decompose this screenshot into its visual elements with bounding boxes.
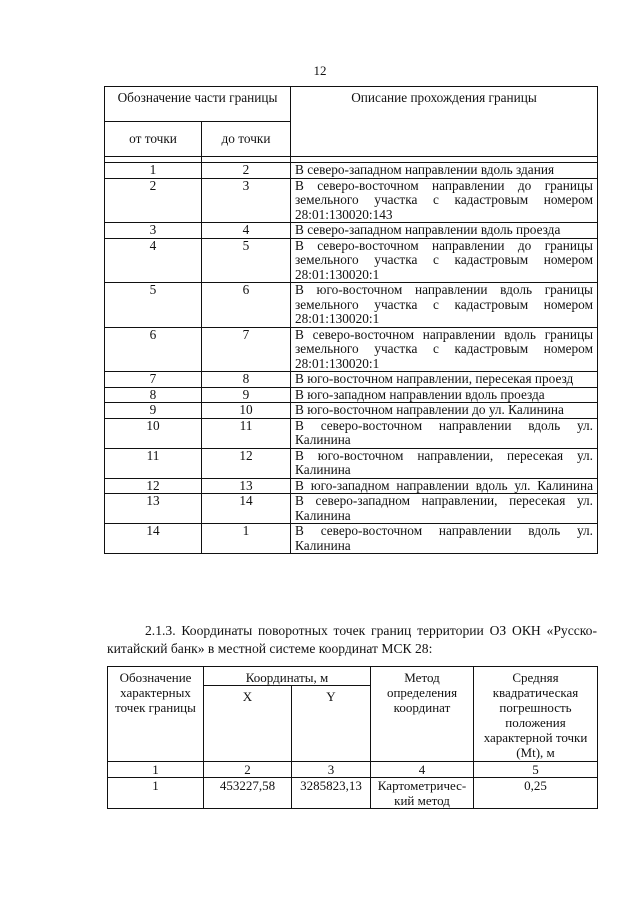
description-cell: В северо-западном направлении, пересекая ул. Калинина [291, 494, 598, 524]
table-row [105, 494, 598, 524]
table-row [105, 163, 598, 179]
table-row [105, 387, 598, 403]
header-x: X [204, 686, 292, 762]
header-to-point: до точки [202, 122, 291, 157]
column-number-cell: 2 [204, 762, 292, 778]
from-point-cell: 8 [105, 387, 202, 403]
section-paragraph: 2.1.3. Координаты поворотных точек границ территории ОЗ ОКН «Русско-китайский банк» в местной системе координат МСК 28: [107, 623, 597, 656]
description-cell: В северо-западном направлении вдоль здания [291, 163, 598, 179]
to-point-cell: 1 [202, 524, 291, 554]
y-cell: 3285823,13 [292, 778, 371, 809]
to-point-cell: 9 [202, 387, 291, 403]
to-point-cell: 2 [202, 163, 291, 179]
table-row [105, 283, 598, 328]
header-boundary-description: Описание прохождения границы [291, 87, 598, 157]
table-row [105, 238, 598, 283]
to-point-cell: 14 [202, 494, 291, 524]
description-cell: В северо-западном направлении вдоль проезда [291, 223, 598, 239]
page-number: 12 [313, 63, 327, 78]
table-row [105, 403, 598, 419]
header-coordinates: Координаты, м [204, 667, 371, 686]
coordinates-table [107, 666, 598, 809]
description-cell: В северо-восточном направлении вдоль границы земельного участка с кадастровым номером 28:01:130020:1 [291, 327, 598, 372]
header-from-point: от точки [105, 122, 202, 157]
description-cell: В юго-восточном направлении вдоль границы земельного участка с кадастровым номером 28:01:130020:1 [291, 283, 598, 328]
table-row [105, 524, 598, 554]
table-row [105, 478, 598, 494]
error-cell: 0,25 [474, 778, 598, 809]
table-row [105, 372, 598, 388]
column-number-row [108, 762, 598, 778]
header-point-designation: Обозначение характерных точек границы [108, 667, 204, 762]
header-method: Метод определения координат [371, 667, 474, 762]
description-cell: В юго-западном направлении вдоль ул. Калинина [291, 478, 598, 494]
to-point-cell: 10 [202, 403, 291, 419]
description-cell: В северо-восточном направлении до границы земельного участка с кадастровым номером 28:01:130020:1 [291, 238, 598, 283]
from-point-cell: 11 [105, 448, 202, 478]
point-cell: 1 [108, 778, 204, 809]
table-row [105, 178, 598, 223]
header-boundary-part: Обозначение части границы [105, 87, 291, 122]
boundary-description-table [104, 86, 598, 554]
description-cell: В северо-восточном направлении до границы земельного участка с кадастровым номером 28:01:130020:143 [291, 178, 598, 223]
to-point-cell: 5 [202, 238, 291, 283]
description-cell: В юго-восточном направлении, пересекая проезд [291, 372, 598, 388]
table-row [108, 778, 598, 809]
column-number-cell: 3 [292, 762, 371, 778]
header-mean-error: Средняя квадратическая погрешность положения характерной точки (Mt), м [474, 667, 598, 762]
from-point-cell: 12 [105, 478, 202, 494]
table-row [105, 223, 598, 239]
to-point-cell: 11 [202, 418, 291, 448]
from-point-cell: 7 [105, 372, 202, 388]
to-point-cell: 6 [202, 283, 291, 328]
from-point-cell: 6 [105, 327, 202, 372]
header-y: Y [292, 686, 371, 762]
x-cell: 453227,58 [204, 778, 292, 809]
description-cell: В северо-восточном направлении вдоль ул. Калинина [291, 524, 598, 554]
to-point-cell: 3 [202, 178, 291, 223]
table-row [105, 327, 598, 372]
column-number-cell: 4 [371, 762, 474, 778]
from-point-cell: 14 [105, 524, 202, 554]
description-cell: В юго-восточном направлении, пересекая ул. Калинина [291, 448, 598, 478]
to-point-cell: 12 [202, 448, 291, 478]
to-point-cell: 4 [202, 223, 291, 239]
from-point-cell: 2 [105, 178, 202, 223]
from-point-cell: 9 [105, 403, 202, 419]
table-row [105, 448, 598, 478]
from-point-cell: 10 [105, 418, 202, 448]
from-point-cell: 4 [105, 238, 202, 283]
to-point-cell: 13 [202, 478, 291, 494]
method-cell: Картометричес-кий метод [371, 778, 474, 809]
table-row [105, 418, 598, 448]
column-number-cell: 5 [474, 762, 598, 778]
from-point-cell: 3 [105, 223, 202, 239]
column-number-cell: 1 [108, 762, 204, 778]
description-cell: В северо-восточном направлении вдоль ул. Калинина [291, 418, 598, 448]
to-point-cell: 7 [202, 327, 291, 372]
from-point-cell: 1 [105, 163, 202, 179]
description-cell: В юго-восточном направлении до ул. Калинина [291, 403, 598, 419]
from-point-cell: 5 [105, 283, 202, 328]
to-point-cell: 8 [202, 372, 291, 388]
from-point-cell: 13 [105, 494, 202, 524]
description-cell: В юго-западном направлении вдоль проезда [291, 387, 598, 403]
